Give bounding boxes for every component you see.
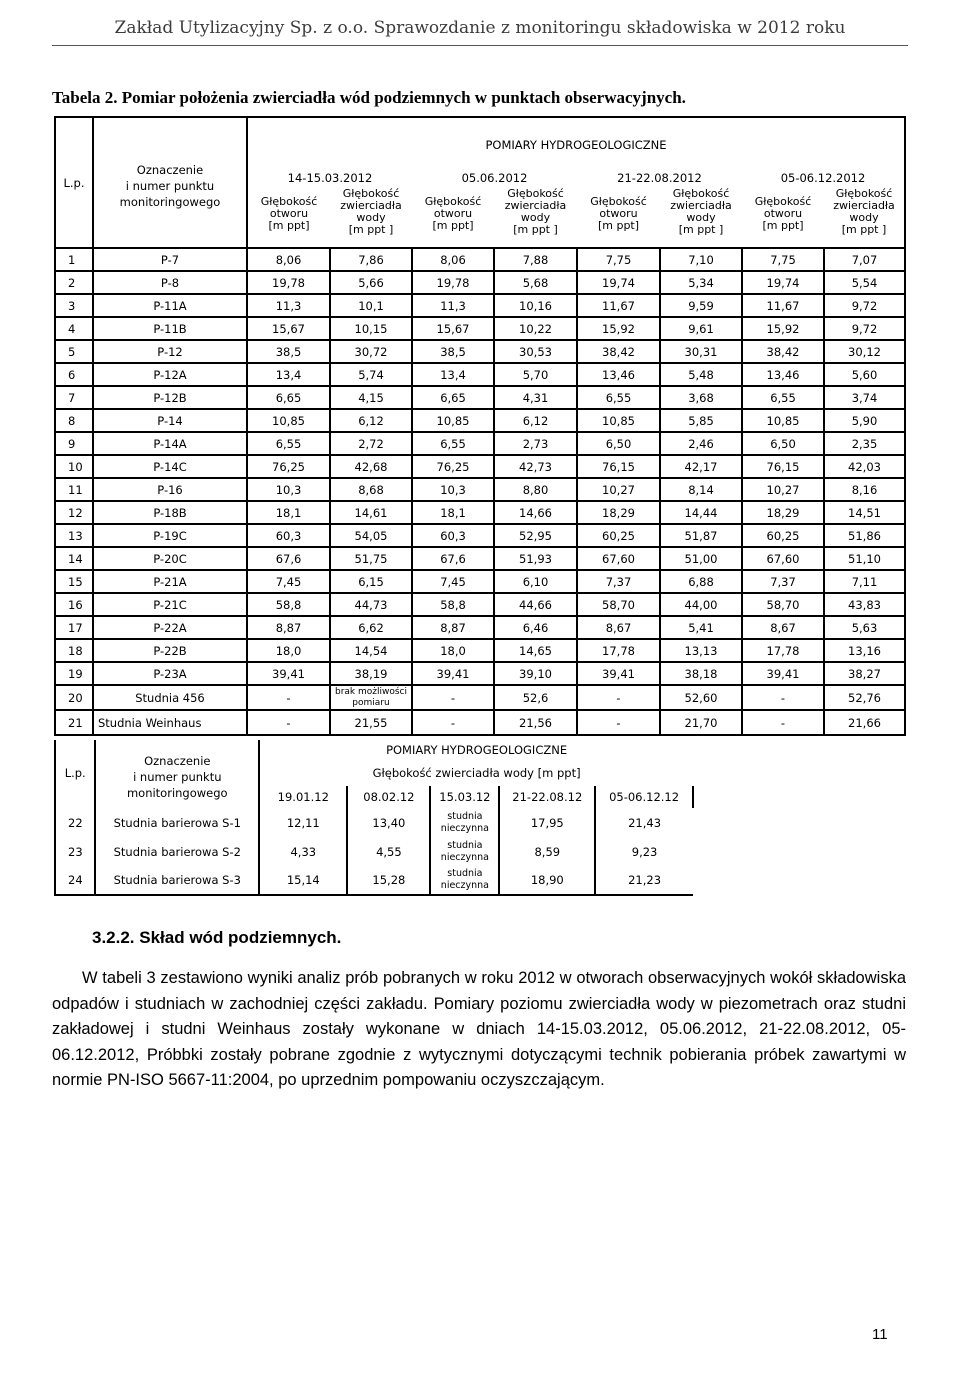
col-level-4: Głębokość zwierciadła wody [m ppt ]	[833, 187, 895, 236]
cell-value: 51,93	[494, 547, 577, 570]
table-row	[55, 524, 905, 547]
point-name: P-14C	[93, 455, 247, 478]
point-name: P-18B	[93, 501, 247, 524]
cell-value: 21,70	[660, 710, 742, 735]
cell-value: 21,23	[628, 873, 662, 887]
cell-value: 60,3	[412, 524, 494, 547]
cell-value: 14,54	[330, 639, 412, 662]
cell-value: 39,41	[742, 662, 824, 685]
cell-value: 15,67	[247, 317, 330, 340]
cell-value: 58,8	[247, 593, 330, 616]
cell-value: 14,51	[824, 501, 905, 524]
cell-value: 7,75	[742, 248, 824, 271]
point-name: Studnia barierowa S-1	[95, 808, 259, 837]
cell-value: studnia nieczynna	[430, 808, 499, 837]
cell-value: 7,37	[577, 570, 660, 593]
cell-value: 7,07	[824, 248, 905, 271]
cell-value: 2,73	[494, 432, 577, 455]
point-name: P-11A	[93, 294, 247, 317]
point-name: P-22A	[93, 616, 247, 639]
cell-value: 11,3	[247, 294, 330, 317]
cell-value: 13,4	[247, 363, 330, 386]
cell-value: 51,10	[824, 547, 905, 570]
t2-date-3: 15.03.12	[430, 786, 499, 808]
cell-value: 18,1	[247, 501, 330, 524]
cell-value: 58,70	[742, 593, 824, 616]
col-level-1: Głębokość zwierciadła wody [m ppt ]	[340, 187, 402, 236]
table-row	[55, 570, 905, 593]
cell-value: 67,60	[742, 547, 824, 570]
group-title: POMIARY HYDROGEOLOGICZNE	[247, 117, 905, 170]
cell-value: 18,0	[412, 639, 494, 662]
table-row	[55, 710, 905, 735]
date-2: 05.06.2012	[461, 171, 528, 185]
cell-value: 8,87	[247, 616, 330, 639]
cell-value: 13,46	[577, 363, 660, 386]
row-number: 15	[55, 570, 93, 593]
lp-header: L.p.	[55, 117, 93, 248]
t2-group-title: POMIARY HYDROGEOLOGICZNE	[386, 743, 568, 757]
cell-value: 19,74	[742, 271, 824, 294]
cell-value: 4,31	[494, 386, 577, 409]
cell-value: 51,75	[330, 547, 412, 570]
cell-value: 6,55	[412, 432, 494, 455]
cell-value: 18,0	[247, 639, 330, 662]
cell-value: 9,23	[631, 844, 658, 859]
cell-value: 39,41	[577, 662, 660, 685]
point-name: P-16	[93, 478, 247, 501]
cell-value: 6,55	[742, 386, 824, 409]
cell-value: 67,6	[412, 547, 494, 570]
point-name: P-11B	[93, 317, 247, 340]
cell-value: 8,87	[412, 616, 494, 639]
header-rule	[52, 45, 908, 46]
page-number: 11	[872, 1326, 888, 1343]
point-name: P-14A	[93, 432, 247, 455]
cell-value: 5,60	[824, 363, 905, 386]
cell-value: 13,40	[347, 808, 430, 837]
cell-value: 10,15	[330, 317, 412, 340]
table-row	[55, 340, 905, 363]
cell-value: 5,48	[660, 363, 742, 386]
table-row	[55, 837, 693, 866]
cell-value: 7,75	[577, 248, 660, 271]
cell-value: 19,74	[577, 271, 660, 294]
table-row	[55, 317, 905, 340]
row-number: 4	[55, 317, 93, 340]
point-name: P-22B	[93, 639, 247, 662]
point-name: P-21A	[93, 570, 247, 593]
cell-value: 2,35	[824, 432, 905, 455]
cell-value: 60,3	[247, 524, 330, 547]
point-name: P-8	[93, 271, 247, 294]
cell-value: 8,06	[412, 248, 494, 271]
row-number: 24	[55, 866, 95, 895]
cell-value: 10,85	[247, 409, 330, 432]
point-name: Studnia Weinhaus	[93, 710, 247, 735]
cell-value: 42,03	[824, 455, 905, 478]
cell-value: 10,3	[412, 478, 494, 501]
cell-value: 21,55	[330, 710, 412, 735]
cell-value: 10,85	[742, 409, 824, 432]
cell-value: 2,46	[660, 432, 742, 455]
table-row	[55, 639, 905, 662]
cell-value: -	[577, 710, 660, 735]
col-level-2: Głębokość zwierciadła wody [m ppt ]	[504, 187, 567, 236]
cell-value: 15,92	[577, 317, 660, 340]
row-number: 21	[55, 710, 93, 735]
cell-value: 54,05	[330, 524, 412, 547]
cell-value: 8,67	[742, 616, 824, 639]
cell-value: 10,85	[412, 409, 494, 432]
cell-value: 4,55	[347, 837, 430, 866]
cell-value: 51,86	[824, 524, 905, 547]
date-3: 21-22.08.2012	[617, 171, 702, 185]
cell-value: 18,29	[742, 501, 824, 524]
cell-value: 5,68	[494, 271, 577, 294]
row-number: 10	[55, 455, 93, 478]
cell-value: 38,42	[742, 340, 824, 363]
col-level-3: Głębokość zwierciadła wody [m ppt ]	[670, 187, 732, 236]
cell-value: 9,61	[660, 317, 742, 340]
cell-value: 5,70	[494, 363, 577, 386]
cell-value: 8,67	[577, 616, 660, 639]
cell-value: 7,11	[824, 570, 905, 593]
cell-value: -	[412, 685, 494, 710]
cell-value: 76,25	[412, 455, 494, 478]
cell-value: 76,25	[247, 455, 330, 478]
cell-value: 17,95	[499, 808, 595, 837]
cell-value: 76,15	[577, 455, 660, 478]
t2-date-1: 19.01.12	[259, 786, 347, 808]
point-name: P-12A	[93, 363, 247, 386]
cell-value: 8,59	[499, 837, 595, 866]
cell-value: brak możliwości pomiaru	[330, 685, 412, 710]
point-name: Studnia barierowa S-3	[95, 866, 259, 895]
row-number: 11	[55, 478, 93, 501]
cell-value: 5,85	[660, 409, 742, 432]
cell-value: 6,55	[247, 432, 330, 455]
cell-value: 38,5	[412, 340, 494, 363]
cell-value: 42,68	[330, 455, 412, 478]
row-number: 9	[55, 432, 93, 455]
cell-value: 15,92	[742, 317, 824, 340]
row-number: 23	[55, 837, 95, 866]
cell-value: 5,41	[660, 616, 742, 639]
cell-value: 19,78	[247, 271, 330, 294]
table-row	[55, 432, 905, 455]
col-depth-2: Głębokość otworu [m ppt]	[424, 195, 482, 232]
row-number: 7	[55, 386, 93, 409]
row-number: 14	[55, 547, 93, 570]
cell-value: 7,37	[742, 570, 824, 593]
cell-value: -	[247, 710, 330, 735]
cell-value: 11,67	[577, 294, 660, 317]
t2-designation-header: Oznaczenie i numer punktu monitoringowego	[95, 740, 259, 808]
t2-date-4: 21-22.08.12	[499, 786, 595, 808]
cell-value: 58,70	[577, 593, 660, 616]
cell-value: 4,15	[330, 386, 412, 409]
cell-value: 6,12	[330, 409, 412, 432]
cell-value: 76,15	[742, 455, 824, 478]
cell-value: 5,90	[824, 409, 905, 432]
cell-value: 14,44	[660, 501, 742, 524]
cell-value: 38,18	[660, 662, 742, 685]
cell-value: 10,27	[577, 478, 660, 501]
cell-value: -	[247, 685, 330, 710]
cell-value: 18,1	[412, 501, 494, 524]
cell-value: 11,3	[412, 294, 494, 317]
cell-value: 21,66	[824, 710, 905, 735]
row-number: 5	[55, 340, 93, 363]
cell-value: 5,63	[824, 616, 905, 639]
row-number: 12	[55, 501, 93, 524]
point-name: P-23A	[93, 662, 247, 685]
header-report: Sprawozdanie z monitoringu składowiska w 2012 roku	[373, 18, 846, 38]
cell-value: 9,72	[824, 294, 905, 317]
cell-value: 6,10	[494, 570, 577, 593]
cell-value: 38,42	[577, 340, 660, 363]
cell-value: 5,54	[824, 271, 905, 294]
row-number: 2	[55, 271, 93, 294]
body-paragraph: W tabeli 3 zestawiono wyniki analiz prób pobranych w roku 2012 w otworach obserwacyjnych wokół składowiska odpadów i studniach w zachodniej części zakładu. Pomiary poziomu zwierciadła wody w piezometrach oraz studni zakładowej i studni Weinhaus zostały wykonane w dniach 14-15.03.2012, 05.06.2012, 21-22.08.2012, 05-06.12.2012, Próbbki zostały pobrane zgodnie z wytycznymi dotyczącymi technik pobierania próbek zawartymi w normie PN-ISO 5667-11:2004, po uprzednim pompowaniu oczyszczającym.	[52, 969, 906, 1089]
point-name: Studnia barierowa S-2	[95, 837, 259, 866]
cell-value: 30,53	[494, 340, 577, 363]
cell-value: 5,74	[330, 363, 412, 386]
cell-value: 9,59	[660, 294, 742, 317]
point-name: P-21C	[93, 593, 247, 616]
cell-value: 51,87	[660, 524, 742, 547]
cell-value: 13,16	[824, 639, 905, 662]
table-row	[55, 593, 905, 616]
t2-date-2: 08.02.12	[347, 786, 430, 808]
cell-value: 17,78	[577, 639, 660, 662]
cell-value: 39,41	[247, 662, 330, 685]
cell-value: 58,8	[412, 593, 494, 616]
cell-value: 10,22	[494, 317, 577, 340]
cell-value: 42,73	[494, 455, 577, 478]
row-number: 19	[55, 662, 93, 685]
section-title: 3.2.2. Skład wód podziemnych.	[92, 928, 342, 947]
table-row	[55, 409, 905, 432]
cell-value: 44,73	[330, 593, 412, 616]
cell-value: 10,85	[577, 409, 660, 432]
cell-value: 30,12	[824, 340, 905, 363]
date-4: 05-06.12.2012	[780, 171, 866, 185]
cell-value: 7,88	[494, 248, 577, 271]
cell-value: 14,66	[494, 501, 577, 524]
cell-value: 8,68	[330, 478, 412, 501]
col-depth-1: Głębokość otworu [m ppt]	[247, 186, 330, 248]
cell-value: 67,60	[577, 547, 660, 570]
point-name: Studnia 456	[93, 685, 247, 710]
cell-value: 38,27	[824, 662, 905, 685]
point-name: P-14	[93, 409, 247, 432]
cell-value: 17,78	[742, 639, 824, 662]
cell-value: 13,46	[742, 363, 824, 386]
row-number: 8	[55, 409, 93, 432]
cell-value: 21,43	[628, 815, 662, 830]
row-number: 6	[55, 363, 93, 386]
barrier-wells-table	[54, 740, 694, 896]
cell-value: 15,67	[412, 317, 494, 340]
table-row	[55, 501, 905, 524]
table-row	[55, 866, 693, 895]
designation-header: Oznaczenie i numer punktu monitoringowego	[93, 117, 247, 248]
cell-value: 5,66	[330, 271, 412, 294]
table-row	[55, 363, 905, 386]
cell-value: 6,62	[330, 616, 412, 639]
point-name: P-12	[93, 340, 247, 363]
cell-value: 39,10	[494, 662, 577, 685]
cell-value: 9,72	[824, 317, 905, 340]
cell-value: 7,10	[660, 248, 742, 271]
table-row	[55, 547, 905, 570]
cell-value: 15,14	[259, 866, 347, 895]
cell-value: 13,4	[412, 363, 494, 386]
cell-value: 10,16	[494, 294, 577, 317]
cell-value: 6,15	[330, 570, 412, 593]
cell-value: 6,88	[660, 570, 742, 593]
cell-value: 8,14	[660, 478, 742, 501]
cell-value: 51,00	[660, 547, 742, 570]
cell-value: 11,67	[742, 294, 824, 317]
cell-value: 52,6	[494, 685, 577, 710]
cell-value: 6,55	[577, 386, 660, 409]
cell-value: 14,65	[494, 639, 577, 662]
cell-value: 8,06	[247, 248, 330, 271]
cell-value: -	[742, 685, 824, 710]
cell-value: -	[742, 710, 824, 735]
cell-value: 10,3	[247, 478, 330, 501]
cell-value: 7,86	[330, 248, 412, 271]
cell-value: 52,95	[494, 524, 577, 547]
cell-value: 6,46	[494, 616, 577, 639]
cell-value: 39,41	[412, 662, 494, 685]
cell-value: 8,16	[824, 478, 905, 501]
cell-value: 13,13	[660, 639, 742, 662]
t2-date-5: 05-06.12.12	[595, 786, 693, 808]
cell-value: 38,19	[330, 662, 412, 685]
cell-value: 5,34	[660, 271, 742, 294]
row-number: 13	[55, 524, 93, 547]
point-name: P-7	[93, 248, 247, 271]
cell-value: 6,50	[742, 432, 824, 455]
page-header	[0, 18, 960, 38]
col-depth-4: Głębokość otworu [m ppt]	[754, 195, 812, 232]
groundwater-table	[54, 116, 906, 736]
row-number: 1	[55, 248, 93, 271]
table-row	[55, 478, 905, 501]
table-row	[55, 386, 905, 409]
cell-value: 18,90	[499, 866, 595, 895]
date-1: 14-15.03.2012	[247, 170, 412, 186]
cell-value: 4,33	[259, 837, 347, 866]
cell-value: 6,65	[412, 386, 494, 409]
cell-value: 67,6	[247, 547, 330, 570]
table-row	[55, 294, 905, 317]
cell-value: 60,25	[742, 524, 824, 547]
cell-value: 8,80	[494, 478, 577, 501]
cell-value: 18,29	[577, 501, 660, 524]
cell-value: 10,1	[330, 294, 412, 317]
cell-value: 38,5	[247, 340, 330, 363]
cell-value: 52,60	[660, 685, 742, 710]
cell-value: 3,74	[824, 386, 905, 409]
cell-value: -	[412, 710, 494, 735]
cell-value: 3,68	[660, 386, 742, 409]
cell-value: 6,12	[494, 409, 577, 432]
row-number: 18	[55, 639, 93, 662]
row-number: 22	[55, 808, 95, 837]
table-row	[55, 662, 905, 685]
cell-value: 12,11	[259, 808, 347, 837]
cell-value: studnia nieczynna	[430, 837, 499, 866]
cell-value: 60,25	[577, 524, 660, 547]
cell-value: 44,66	[494, 593, 577, 616]
table-row	[55, 248, 905, 271]
cell-value: 6,65	[247, 386, 330, 409]
cell-value: 14,61	[330, 501, 412, 524]
table-row	[55, 685, 905, 710]
row-number: 16	[55, 593, 93, 616]
table-caption: Tabela 2. Pomiar położenia zwierciadła wód podziemnych w punktach obserwacyjnych.	[52, 88, 686, 107]
cell-value: 30,31	[660, 340, 742, 363]
t2-subtitle: Głębokość zwierciadła wody [m ppt]	[372, 766, 581, 780]
header-company: Zakład Utylizacyjny Sp. z o.o.	[114, 18, 369, 38]
cell-value: 52,76	[824, 685, 905, 710]
point-name: P-19C	[93, 524, 247, 547]
cell-value: -	[577, 685, 660, 710]
table-row	[55, 616, 905, 639]
cell-value: 21,56	[494, 710, 577, 735]
cell-value: 19,78	[412, 271, 494, 294]
row-number: 20	[55, 685, 93, 710]
cell-value: 42,17	[660, 455, 742, 478]
cell-value: studnia nieczynna	[430, 866, 499, 895]
point-name: P-12B	[93, 386, 247, 409]
t2-lp-header: L.p.	[55, 740, 95, 808]
table-row	[55, 271, 905, 294]
table-row	[55, 808, 693, 837]
cell-value: 43,83	[824, 593, 905, 616]
point-name: P-20C	[93, 547, 247, 570]
cell-value: 44,00	[660, 593, 742, 616]
col-depth-3: Głębokość otworu [m ppt]	[590, 195, 647, 232]
row-number: 3	[55, 294, 93, 317]
cell-value: 7,45	[247, 570, 330, 593]
cell-value: 2,72	[330, 432, 412, 455]
cell-value: 30,72	[330, 340, 412, 363]
table-row	[55, 455, 905, 478]
cell-value: 7,45	[412, 570, 494, 593]
row-number: 17	[55, 616, 93, 639]
cell-value: 10,27	[742, 478, 824, 501]
cell-value: 6,50	[577, 432, 660, 455]
cell-value: 15,28	[347, 866, 430, 895]
